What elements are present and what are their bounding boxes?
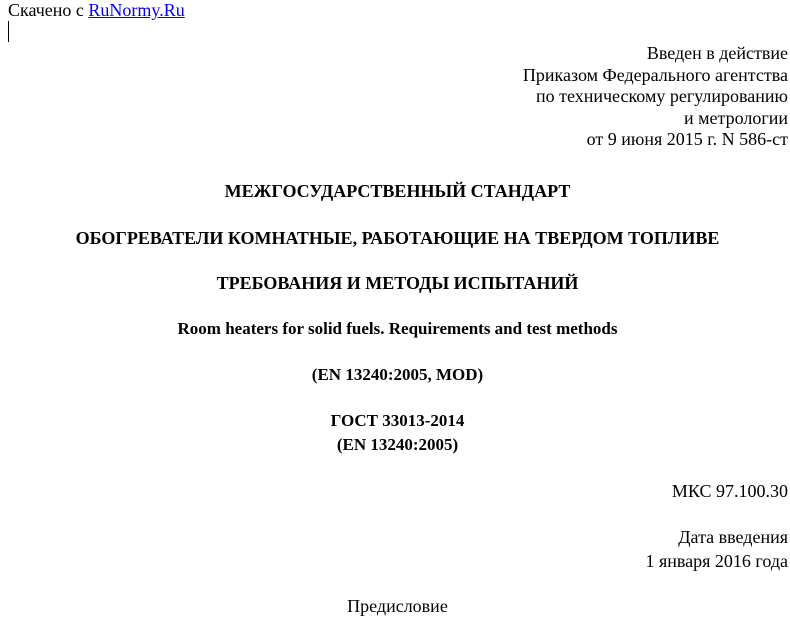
- en-reference: (EN 13240:2005, MOD): [311, 365, 484, 384]
- subtitle-ru-heading: ТРЕБОВАНИЯ И МЕТОДЫ ИСПЫТАНИЙ: [216, 273, 579, 293]
- source-line: [8, 0, 185, 20]
- gost-en-reference: (EN 13240:2005): [336, 435, 459, 454]
- standard-type-heading: МЕЖГОСУДАРСТВЕННЫЙ СТАНДАРТ: [224, 181, 571, 201]
- enactment-line: Приказом Федерального агентства: [522, 64, 788, 85]
- source-prefix: Скачено с: [8, 0, 89, 20]
- enactment-block: [523, 43, 788, 151]
- enactment-line: от 9 июня 2015 г. N 586-ст: [586, 129, 788, 149]
- mks-code: МКС 97.100.30: [671, 481, 788, 501]
- preface-heading: Предисловие: [347, 596, 448, 616]
- enactment-line: Введен в действие: [646, 43, 788, 63]
- enactment-line: по техническому регулированию: [535, 86, 788, 106]
- introduction-date: 1 января 2016 года: [645, 551, 788, 571]
- gost-number: ГОСТ 33013-2014: [330, 411, 465, 430]
- text-cursor: [8, 21, 9, 42]
- introduction-date-block: [645, 525, 788, 573]
- introduction-label: Дата введения: [678, 527, 788, 547]
- enactment-line: и метрологии: [684, 107, 788, 128]
- runormy-link[interactable]: RuNormy.Ru: [88, 0, 185, 20]
- title-en-heading: Room heaters for solid fuels. Requirements and test methods: [177, 319, 618, 338]
- title-ru-heading: ОБОГРЕВАТЕЛИ КОМНАТНЫЕ, РАБОТАЮЩИЕ НА ТВЕРДОМ ТОПЛИВЕ: [75, 228, 720, 248]
